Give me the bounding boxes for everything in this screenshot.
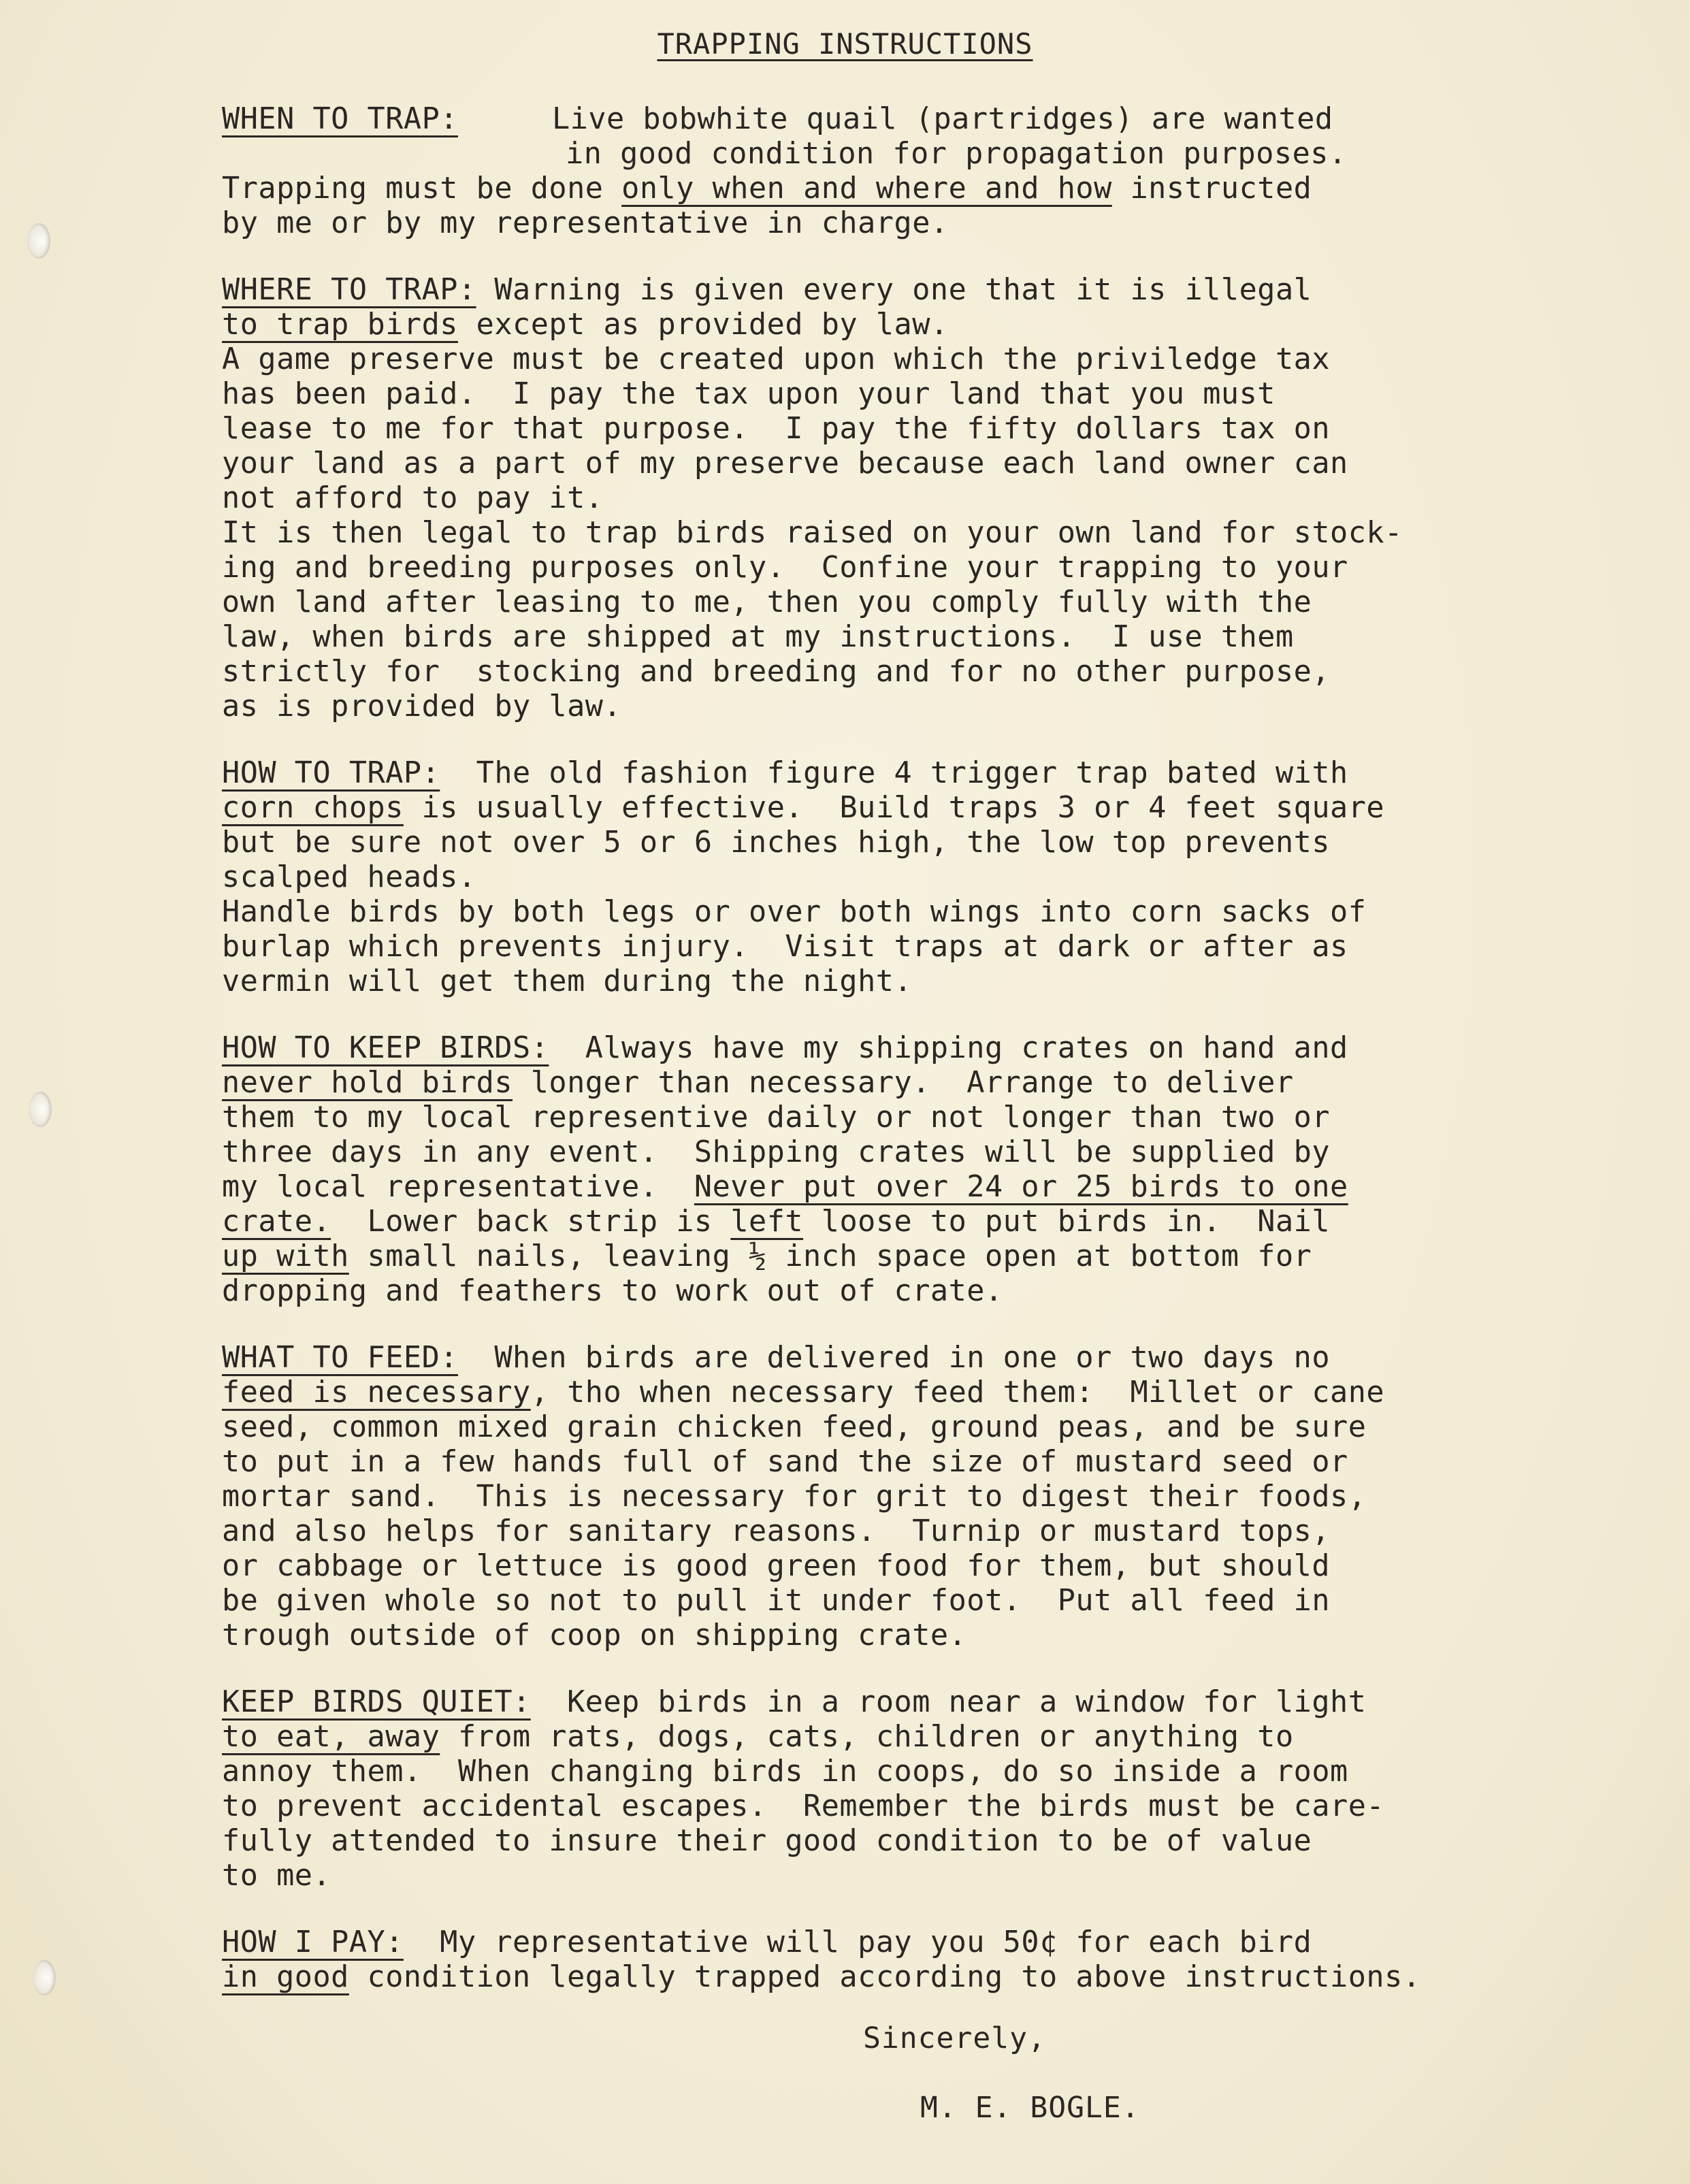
page-title: TRAPPING INSTRUCTIONS — [657, 27, 1033, 61]
section-heading: HOW TO KEEP BIRDS: — [222, 1031, 549, 1065]
section-when-to-trap: WHEN TO TRAP: Live bobwhite quail (partridges) are wanted in good condition for propagation purposes. Trapping must be done only when and where and how instructed by me or by my representative in charge. — [222, 102, 1347, 240]
section-what-to-feed: WHAT TO FEED: When birds are delivered in one or two days no feed is necessary, tho when necessary feed them: Millet or cane seed, common mixed grain chicken feed, ground peas, and be sure to put in a few hands full of sand the size of mustard seed or mortar sand. This is necessary for grit to digest their foods, and also helps for sanitary reasons. Turnip or mustard tops, or cabbage or lettuce is good green food for them, but should be given whole so not to pull it under foot. Put all feed in trough outside of coop on shipping crate. — [222, 1341, 1385, 1652]
section-where-to-trap: WHERE TO TRAP: Warning is given every one that it is illegal to trap birds except as provided by law. A game preserve must be created upon which the priviledge tax has been paid. I pay the tax upon your land that you must lease to me for that purpose. I pay the fifty dollars tax on your land as a part of my preserve because each land owner can not afford to pay it. It is then legal to trap birds raised on your own land for stock- ing and breeding purposes only. Confine your trapping to your own land after leasing to me, then you comply fully with the law, when birds are shipped at my instructions. I use them strictly for stocking and breeding and for no other purpose, as is provided by law. — [222, 273, 1403, 723]
section-heading: KEEP BIRDS QUIET: — [222, 1685, 531, 1719]
section-how-i-pay: HOW I PAY: My representative will pay you 50¢ for each bird in good condition legally trapped according to above instructions. — [222, 1925, 1421, 1994]
section-heading: WHAT TO FEED: — [222, 1341, 458, 1375]
document-body — [222, 102, 1590, 2027]
section-how-to-trap: HOW TO TRAP: The old fashion figure 4 trigger trap bated with corn chops is usually effective. Build traps 3 or 4 feet square but be sure not over 5 or 6 inches high, the low top prevents scalped heads. Handle birds by both legs or over both wings into corn sacks of burlap which prevents injury. Visit traps at dark or after as vermin will get them during the night. — [222, 756, 1385, 998]
punch-hole — [27, 223, 50, 259]
section-heading: HOW TO TRAP: — [222, 756, 440, 790]
section-heading: HOW I PAY: — [222, 1925, 404, 1959]
section-keep-birds-quiet: KEEP BIRDS QUIET: Keep birds in a room near a window for light to eat, away from rats, dogs, cats, children or anything to annoy them. When changing birds in coops, do so inside a room to prevent accidental escapes. Remember the birds must be care- fully attended to insure their good condition to be of value to me. — [222, 1685, 1385, 1893]
punch-hole — [29, 1092, 52, 1127]
signature: M. E. BOGLE. — [920, 2091, 1140, 2125]
punch-hole — [33, 1960, 56, 1995]
section-how-to-keep-birds: HOW TO KEEP BIRDS: Always have my shipping crates on hand and never hold birds longer than necessary. Arrange to deliver them to my local representive daily or not longer than two or three days in any event. Shipping crates will be supplied by my local representative. Never put over 24 or 25 birds to one crate. Lower back strip is left loose to put birds in. Nail up with small nails, leaving ½ inch space open at bottom for dropping and feathers to work out of crate. — [222, 1031, 1348, 1308]
closing-salutation: Sincerely, — [863, 2021, 1046, 2055]
section-heading: WHERE TO TRAP: — [222, 273, 476, 307]
section-heading: WHEN TO TRAP: — [222, 102, 458, 136]
